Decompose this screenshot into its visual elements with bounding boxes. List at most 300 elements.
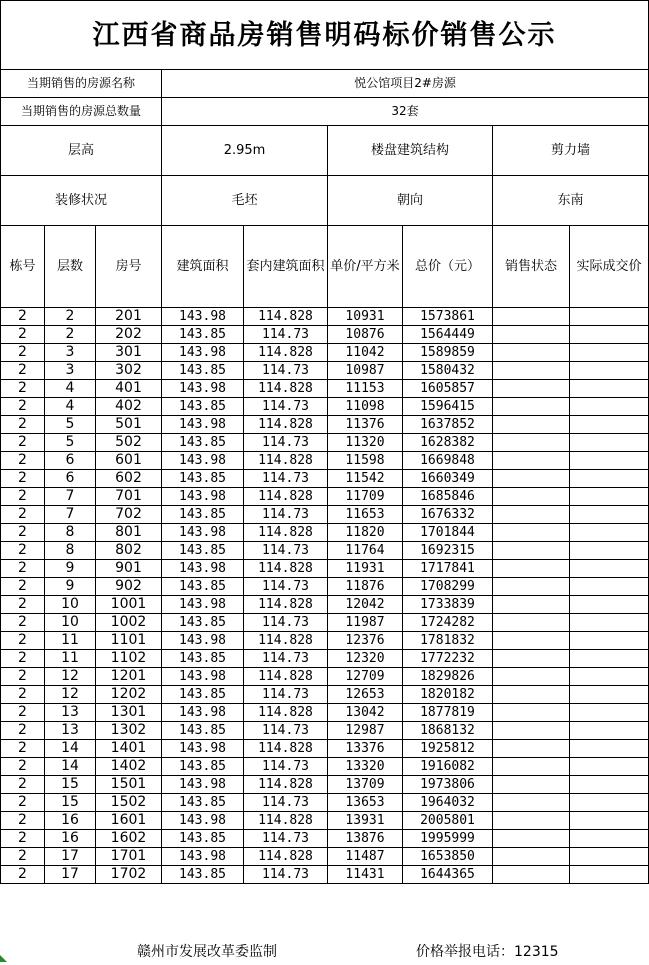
cell-deal-price xyxy=(570,650,649,668)
table-row xyxy=(1,812,649,830)
decoration-label: 装修状况 xyxy=(1,176,162,226)
cell-unit-price: 13653 xyxy=(328,794,403,812)
table-row xyxy=(1,452,649,470)
cell-building: 2 xyxy=(1,470,45,488)
cell-deal-price xyxy=(570,812,649,830)
cell-unit: 1702 xyxy=(96,866,162,884)
cell-sale-status xyxy=(493,578,570,596)
cell-total-price: 1573861 xyxy=(403,308,493,326)
listing-count-label: 当期销售的房源总数量 xyxy=(1,98,162,126)
cell-deal-price xyxy=(570,578,649,596)
cell-building: 2 xyxy=(1,524,45,542)
cell-total-price: 1596415 xyxy=(403,398,493,416)
cell-gross-area: 143.98 xyxy=(162,344,244,362)
cell-net-area: 114.73 xyxy=(244,722,328,740)
cell-unit: 1201 xyxy=(96,668,162,686)
table-row xyxy=(1,866,649,884)
cell-net-area: 114.73 xyxy=(244,650,328,668)
cell-unit: 901 xyxy=(96,560,162,578)
cell-building: 2 xyxy=(1,740,45,758)
cell-total-price: 1995999 xyxy=(403,830,493,848)
table-row xyxy=(1,416,649,434)
cell-sale-status xyxy=(493,470,570,488)
cell-net-area: 114.828 xyxy=(244,452,328,470)
cell-deal-price xyxy=(570,668,649,686)
cell-total-price: 1669848 xyxy=(403,452,493,470)
cell-unit-price: 12376 xyxy=(328,632,403,650)
table-row xyxy=(1,848,649,866)
cell-gross-area: 143.85 xyxy=(162,362,244,380)
cell-total-price: 1660349 xyxy=(403,470,493,488)
cell-building: 2 xyxy=(1,686,45,704)
cell-net-area: 114.828 xyxy=(244,416,328,434)
table-row xyxy=(1,524,649,542)
cell-building: 2 xyxy=(1,758,45,776)
table-row xyxy=(1,776,649,794)
cell-gross-area: 143.85 xyxy=(162,398,244,416)
cell-sale-status xyxy=(493,722,570,740)
cell-gross-area: 143.98 xyxy=(162,416,244,434)
cell-net-area: 114.73 xyxy=(244,794,328,812)
cell-building: 2 xyxy=(1,812,45,830)
table-row xyxy=(1,434,649,452)
cell-total-price: 1925812 xyxy=(403,740,493,758)
cell-unit: 202 xyxy=(96,326,162,344)
cell-deal-price xyxy=(570,704,649,722)
page-title: 江西省商品房销售明码标价销售公示 xyxy=(1,1,649,70)
cell-net-area: 114.73 xyxy=(244,470,328,488)
cell-sale-status xyxy=(493,488,570,506)
cell-net-area: 114.828 xyxy=(244,740,328,758)
cell-total-price: 1637852 xyxy=(403,416,493,434)
cell-gross-area: 143.85 xyxy=(162,470,244,488)
table-row xyxy=(1,506,649,524)
cell-gross-area: 143.85 xyxy=(162,434,244,452)
cell-unit-price: 11820 xyxy=(328,524,403,542)
cell-sale-status xyxy=(493,668,570,686)
cell-building: 2 xyxy=(1,614,45,632)
cell-total-price: 1589859 xyxy=(403,344,493,362)
cell-net-area: 114.73 xyxy=(244,758,328,776)
cell-building: 2 xyxy=(1,866,45,884)
cell-deal-price xyxy=(570,848,649,866)
cell-building: 2 xyxy=(1,632,45,650)
cell-floor: 11 xyxy=(45,650,96,668)
table-row xyxy=(1,830,649,848)
cell-deal-price xyxy=(570,632,649,650)
cell-building: 2 xyxy=(1,830,45,848)
cell-floor: 5 xyxy=(45,434,96,452)
cell-unit: 701 xyxy=(96,488,162,506)
cell-unit-price: 12320 xyxy=(328,650,403,668)
cell-total-price: 1781832 xyxy=(403,632,493,650)
cell-floor: 16 xyxy=(45,812,96,830)
cell-sale-status xyxy=(493,596,570,614)
cell-deal-price xyxy=(570,470,649,488)
cell-total-price: 1820182 xyxy=(403,686,493,704)
cell-unit-price: 11542 xyxy=(328,470,403,488)
cell-gross-area: 143.98 xyxy=(162,380,244,398)
cell-deal-price xyxy=(570,452,649,470)
cell-gross-area: 143.98 xyxy=(162,848,244,866)
cell-sale-status xyxy=(493,416,570,434)
cell-building: 2 xyxy=(1,416,45,434)
cell-floor: 13 xyxy=(45,722,96,740)
cell-floor: 11 xyxy=(45,632,96,650)
cell-total-price: 1829826 xyxy=(403,668,493,686)
cell-gross-area: 143.85 xyxy=(162,758,244,776)
cell-total-price: 1685846 xyxy=(403,488,493,506)
cell-net-area: 114.828 xyxy=(244,704,328,722)
orientation-value: 东南 xyxy=(493,176,649,226)
cell-total-price: 1916082 xyxy=(403,758,493,776)
table-row xyxy=(1,686,649,704)
cell-deal-price xyxy=(570,488,649,506)
column-header-row xyxy=(1,226,649,308)
cell-net-area: 114.828 xyxy=(244,380,328,398)
cell-total-price: 1564449 xyxy=(403,326,493,344)
cell-sale-status xyxy=(493,794,570,812)
cell-unit-price: 13931 xyxy=(328,812,403,830)
cell-unit: 801 xyxy=(96,524,162,542)
cell-building: 2 xyxy=(1,488,45,506)
cell-gross-area: 143.85 xyxy=(162,794,244,812)
cell-unit-price: 13320 xyxy=(328,758,403,776)
cell-total-price: 1868132 xyxy=(403,722,493,740)
cell-sale-status xyxy=(493,686,570,704)
cell-deal-price xyxy=(570,416,649,434)
cell-floor: 15 xyxy=(45,776,96,794)
table-row xyxy=(1,362,649,380)
cell-unit-price: 10987 xyxy=(328,362,403,380)
cell-building: 2 xyxy=(1,596,45,614)
cell-sale-status xyxy=(493,650,570,668)
cell-deal-price xyxy=(570,362,649,380)
cell-total-price: 1628382 xyxy=(403,434,493,452)
table-row xyxy=(1,614,649,632)
cell-gross-area: 143.85 xyxy=(162,578,244,596)
cell-unit: 1001 xyxy=(96,596,162,614)
cell-floor: 5 xyxy=(45,416,96,434)
cell-sale-status xyxy=(493,308,570,326)
cell-unit-price: 11431 xyxy=(328,866,403,884)
cell-floor: 8 xyxy=(45,542,96,560)
cell-unit-price: 10876 xyxy=(328,326,403,344)
cell-sale-status xyxy=(493,866,570,884)
cell-sale-status xyxy=(493,344,570,362)
column-header-building: 栋号 xyxy=(1,226,45,308)
cell-floor: 17 xyxy=(45,848,96,866)
cell-floor: 4 xyxy=(45,380,96,398)
cell-total-price: 1717841 xyxy=(403,560,493,578)
cell-sale-status xyxy=(493,380,570,398)
cell-gross-area: 143.98 xyxy=(162,776,244,794)
cell-sale-status xyxy=(493,758,570,776)
cell-unit-price: 13376 xyxy=(328,740,403,758)
cell-unit: 1401 xyxy=(96,740,162,758)
cell-net-area: 114.828 xyxy=(244,560,328,578)
cell-deal-price xyxy=(570,596,649,614)
cell-deal-price xyxy=(570,524,649,542)
cell-deal-price xyxy=(570,776,649,794)
cell-net-area: 114.73 xyxy=(244,362,328,380)
cell-deal-price xyxy=(570,560,649,578)
cell-net-area: 114.73 xyxy=(244,434,328,452)
cell-building: 2 xyxy=(1,308,45,326)
cell-unit: 1301 xyxy=(96,704,162,722)
cell-total-price: 1772232 xyxy=(403,650,493,668)
cell-floor: 6 xyxy=(45,470,96,488)
table-row xyxy=(1,560,649,578)
cell-unit: 502 xyxy=(96,434,162,452)
cell-unit-price: 13042 xyxy=(328,704,403,722)
table-row xyxy=(1,398,649,416)
table-row xyxy=(1,758,649,776)
cell-unit-price: 12042 xyxy=(328,596,403,614)
listing-count-value: 32套 xyxy=(162,98,649,126)
cell-deal-price xyxy=(570,326,649,344)
cell-building: 2 xyxy=(1,668,45,686)
cell-total-price: 1692315 xyxy=(403,542,493,560)
cell-unit: 1601 xyxy=(96,812,162,830)
cell-floor: 16 xyxy=(45,830,96,848)
cell-unit-price: 11931 xyxy=(328,560,403,578)
cell-floor: 3 xyxy=(45,362,96,380)
cell-building: 2 xyxy=(1,704,45,722)
cell-total-price: 1724282 xyxy=(403,614,493,632)
cell-floor: 12 xyxy=(45,686,96,704)
cell-building: 2 xyxy=(1,578,45,596)
cell-total-price: 1701844 xyxy=(403,524,493,542)
cell-floor: 13 xyxy=(45,704,96,722)
cell-unit: 802 xyxy=(96,542,162,560)
cell-unit: 1202 xyxy=(96,686,162,704)
cell-building: 2 xyxy=(1,794,45,812)
table-row xyxy=(1,596,649,614)
cell-unit: 1102 xyxy=(96,650,162,668)
cell-unit: 601 xyxy=(96,452,162,470)
table-row xyxy=(1,722,649,740)
orientation-label: 朝向 xyxy=(328,176,493,226)
column-header-gross-area: 建筑面积 xyxy=(162,226,244,308)
cell-building: 2 xyxy=(1,344,45,362)
cell-floor: 4 xyxy=(45,398,96,416)
column-header-unit: 房号 xyxy=(96,226,162,308)
cell-deal-price xyxy=(570,722,649,740)
structure-label: 楼盘建筑结构 xyxy=(328,126,493,176)
column-header-total-price: 总价（元） xyxy=(403,226,493,308)
cell-gross-area: 143.98 xyxy=(162,596,244,614)
listing-name-value: 悦公馆项目2#房源 xyxy=(162,70,649,98)
cell-gross-area: 143.85 xyxy=(162,866,244,884)
cell-unit-price: 11598 xyxy=(328,452,403,470)
column-header-floor: 层数 xyxy=(45,226,96,308)
cell-deal-price xyxy=(570,434,649,452)
cell-unit: 602 xyxy=(96,470,162,488)
cell-gross-area: 143.98 xyxy=(162,812,244,830)
table-row xyxy=(1,632,649,650)
cell-deal-price xyxy=(570,830,649,848)
footer xyxy=(0,933,648,965)
cell-unit: 402 xyxy=(96,398,162,416)
cell-floor: 14 xyxy=(45,740,96,758)
cell-gross-area: 143.98 xyxy=(162,452,244,470)
cell-total-price: 1605857 xyxy=(403,380,493,398)
cell-total-price: 1708299 xyxy=(403,578,493,596)
cell-sale-status xyxy=(493,434,570,452)
cell-net-area: 114.828 xyxy=(244,632,328,650)
cell-net-area: 114.73 xyxy=(244,578,328,596)
table-row xyxy=(1,704,649,722)
cell-gross-area: 143.85 xyxy=(162,722,244,740)
cell-sale-status xyxy=(493,812,570,830)
cell-building: 2 xyxy=(1,452,45,470)
column-header-net-area: 套内建筑面积 xyxy=(244,226,328,308)
cell-unit: 1701 xyxy=(96,848,162,866)
cell-deal-price xyxy=(570,686,649,704)
cell-unit-price: 11376 xyxy=(328,416,403,434)
cell-unit: 401 xyxy=(96,380,162,398)
cell-sale-status xyxy=(493,398,570,416)
cell-gross-area: 143.98 xyxy=(162,740,244,758)
decoration-value: 毛坯 xyxy=(162,176,328,226)
cell-net-area: 114.828 xyxy=(244,488,328,506)
cell-unit-price: 11487 xyxy=(328,848,403,866)
table-row xyxy=(1,794,649,812)
cell-gross-area: 143.85 xyxy=(162,830,244,848)
cell-total-price: 1877819 xyxy=(403,704,493,722)
cell-gross-area: 143.85 xyxy=(162,326,244,344)
cell-unit-price: 10931 xyxy=(328,308,403,326)
cell-net-area: 114.828 xyxy=(244,812,328,830)
table-row xyxy=(1,668,649,686)
floor-height-value: 2.95m xyxy=(162,126,328,176)
cell-total-price: 2005801 xyxy=(403,812,493,830)
table-row xyxy=(1,380,649,398)
cell-gross-area: 143.85 xyxy=(162,650,244,668)
cell-unit-price: 13709 xyxy=(328,776,403,794)
cell-unit-price: 11653 xyxy=(328,506,403,524)
cell-deal-price xyxy=(570,506,649,524)
cell-unit: 302 xyxy=(96,362,162,380)
cell-unit: 1101 xyxy=(96,632,162,650)
cell-unit: 1402 xyxy=(96,758,162,776)
cell-building: 2 xyxy=(1,650,45,668)
cell-sale-status xyxy=(493,614,570,632)
cell-floor: 7 xyxy=(45,506,96,524)
table-row xyxy=(1,326,649,344)
cell-sale-status xyxy=(493,740,570,758)
cell-net-area: 114.73 xyxy=(244,614,328,632)
cell-gross-area: 143.85 xyxy=(162,614,244,632)
table-row xyxy=(1,542,649,560)
cell-gross-area: 143.85 xyxy=(162,686,244,704)
cell-deal-price xyxy=(570,380,649,398)
cell-deal-price xyxy=(570,866,649,884)
cell-building: 2 xyxy=(1,848,45,866)
cell-building: 2 xyxy=(1,722,45,740)
cell-unit: 301 xyxy=(96,344,162,362)
cell-floor: 9 xyxy=(45,560,96,578)
cell-deal-price xyxy=(570,542,649,560)
cell-total-price: 1973806 xyxy=(403,776,493,794)
cell-floor: 10 xyxy=(45,596,96,614)
cell-floor: 2 xyxy=(45,308,96,326)
cell-floor: 15 xyxy=(45,794,96,812)
cell-gross-area: 143.98 xyxy=(162,668,244,686)
cell-gross-area: 143.98 xyxy=(162,704,244,722)
cell-sale-status xyxy=(493,776,570,794)
cell-floor: 7 xyxy=(45,488,96,506)
cell-unit: 201 xyxy=(96,308,162,326)
cell-deal-price xyxy=(570,614,649,632)
cell-floor: 10 xyxy=(45,614,96,632)
cell-net-area: 114.828 xyxy=(244,668,328,686)
cell-building: 2 xyxy=(1,362,45,380)
cell-gross-area: 143.98 xyxy=(162,488,244,506)
cell-net-area: 114.73 xyxy=(244,686,328,704)
cell-net-area: 114.828 xyxy=(244,776,328,794)
cell-sale-status xyxy=(493,506,570,524)
cell-unit-price: 11764 xyxy=(328,542,403,560)
cell-net-area: 114.73 xyxy=(244,830,328,848)
footer-supervisor: 赣州市发展改革委监制 xyxy=(137,944,277,960)
cell-unit-price: 11098 xyxy=(328,398,403,416)
cell-total-price: 1580432 xyxy=(403,362,493,380)
cell-floor: 2 xyxy=(45,326,96,344)
cell-gross-area: 143.98 xyxy=(162,560,244,578)
cell-unit: 702 xyxy=(96,506,162,524)
cell-sale-status xyxy=(493,362,570,380)
cell-net-area: 114.73 xyxy=(244,326,328,344)
cell-gross-area: 143.98 xyxy=(162,632,244,650)
cell-gross-area: 143.85 xyxy=(162,506,244,524)
cell-unit: 1302 xyxy=(96,722,162,740)
cell-unit-price: 12987 xyxy=(328,722,403,740)
cell-deal-price xyxy=(570,758,649,776)
cell-unit: 1502 xyxy=(96,794,162,812)
table-row xyxy=(1,650,649,668)
table-row xyxy=(1,470,649,488)
cell-unit: 1602 xyxy=(96,830,162,848)
cell-marker-icon xyxy=(0,955,7,962)
cell-gross-area: 143.98 xyxy=(162,524,244,542)
table-row xyxy=(1,308,649,326)
table-row xyxy=(1,344,649,362)
cell-floor: 17 xyxy=(45,866,96,884)
cell-total-price: 1733839 xyxy=(403,596,493,614)
cell-deal-price xyxy=(570,344,649,362)
footer-hotline: 价格举报电话：12315 xyxy=(416,944,559,960)
cell-unit-price: 12653 xyxy=(328,686,403,704)
cell-unit-price: 11320 xyxy=(328,434,403,452)
column-header-sale-status: 销售状态 xyxy=(493,226,570,308)
cell-building: 2 xyxy=(1,326,45,344)
cell-unit-price: 11042 xyxy=(328,344,403,362)
cell-floor: 9 xyxy=(45,578,96,596)
cell-sale-status xyxy=(493,632,570,650)
table-row xyxy=(1,578,649,596)
cell-building: 2 xyxy=(1,542,45,560)
cell-unit: 501 xyxy=(96,416,162,434)
cell-floor: 12 xyxy=(45,668,96,686)
cell-floor: 3 xyxy=(45,344,96,362)
cell-sale-status xyxy=(493,560,570,578)
cell-sale-status xyxy=(493,830,570,848)
cell-gross-area: 143.85 xyxy=(162,542,244,560)
cell-net-area: 114.828 xyxy=(244,524,328,542)
column-header-deal-price: 实际成交价 xyxy=(570,226,649,308)
